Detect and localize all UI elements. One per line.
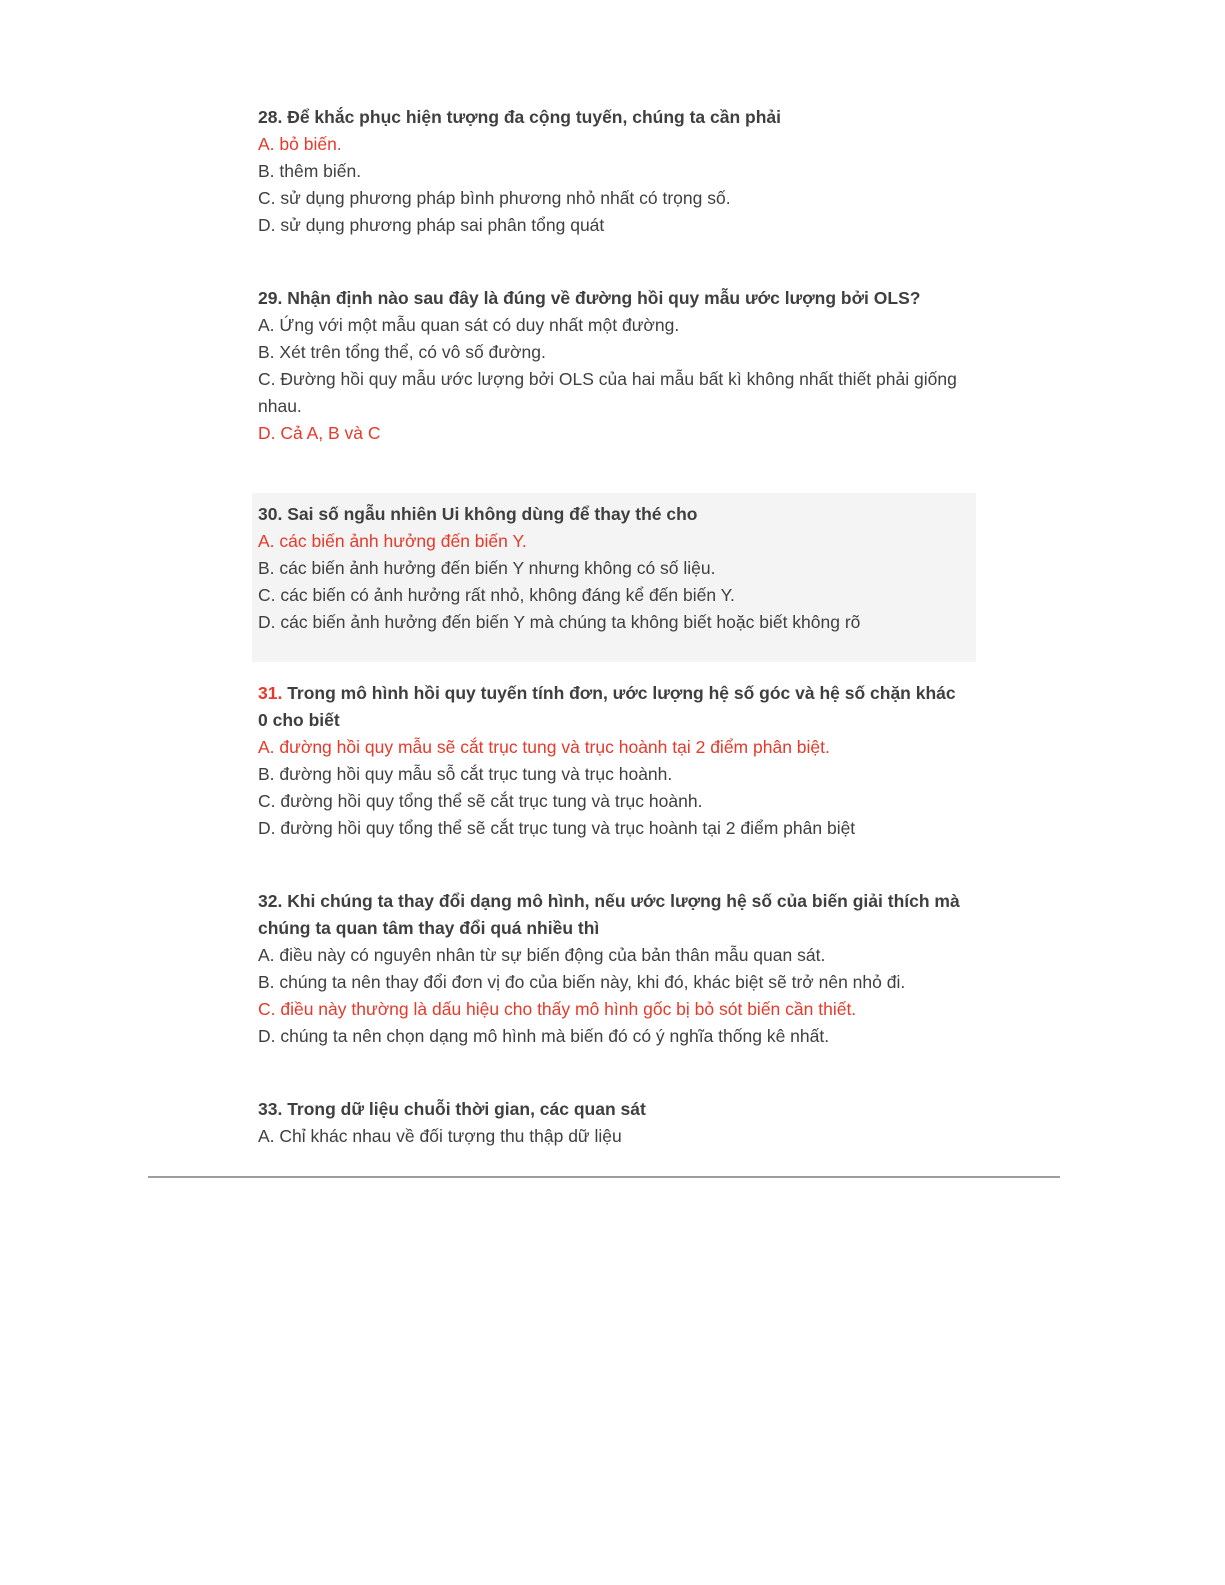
answer-option: D. đường hồi quy tổng thể sẽ cắt trục tung và trục hoành tại 2 điểm phân biệt (258, 818, 856, 838)
question-list (258, 104, 966, 1150)
question-title (258, 104, 966, 131)
question-block (258, 888, 966, 1050)
question-block (258, 680, 966, 842)
answer-option: D. các biến ảnh hưởng đến biến Y mà chúng ta không biết hoặc biết không rõ (258, 612, 861, 632)
answer-option: D. chúng ta nên chọn dạng mô hình mà biến đó có ý nghĩa thống kê nhất. (258, 1026, 830, 1046)
answer-option: C. sử dụng phương pháp bình phương nhỏ nhất có trọng số. (258, 188, 731, 208)
question-title (258, 1096, 966, 1123)
question-number: 33. (258, 1099, 288, 1119)
document-page (258, 104, 966, 1196)
answer-option: A. bỏ biến. (258, 134, 342, 154)
answer-option: C. các biến có ảnh hưởng rất nhỏ, không đáng kể đến biến Y. (258, 585, 735, 605)
answer-option: C. điều này thường là dấu hiệu cho thấy mô hình gốc bị bỏ sót biến cần thiết. (258, 999, 857, 1019)
question-number: 31. (258, 683, 288, 703)
question-title-text: Để khắc phục hiện tượng đa cộng tuyến, chúng ta cần phải (287, 107, 781, 127)
question-title (258, 285, 966, 312)
question-title-text: Khi chúng ta thay đổi dạng mô hình, nếu ước lượng hệ số của biến giải thích mà chúng ta quan tâm thay đổi quá nhiều thì (258, 891, 960, 938)
question-block (258, 1096, 966, 1150)
answer-option: D. sử dụng phương pháp sai phân tổng quát (258, 215, 605, 235)
answer-option: C. đường hồi quy tổng thể sẽ cắt trục tung và trục hoành. (258, 791, 703, 811)
question-title-text: Nhận định nào sau đây là đúng về đường hồi quy mẫu ước lượng bởi OLS? (287, 288, 921, 308)
answer-option: C. Đường hồi quy mẫu ước lượng bởi OLS của hai mẫu bất kì không nhất thiết phải giống nhau. (258, 369, 957, 416)
question-number: 30. (258, 504, 288, 524)
answer-option: A. Ứng với một mẫu quan sát có duy nhất một đường. (258, 315, 680, 335)
answer-option: D. Cả A, B và C (258, 423, 381, 443)
question-number: 28. (258, 107, 288, 127)
question-title-text: Trong mô hình hồi quy tuyến tính đơn, ước lượng hệ số góc và hệ số chặn khác 0 cho biết (258, 683, 956, 730)
answer-option: B. các biến ảnh hưởng đến biến Y nhưng không có số liệu. (258, 558, 716, 578)
question-number: 29. (258, 288, 288, 308)
question-title (258, 888, 966, 942)
question-block (258, 285, 966, 447)
answer-option: A. đường hồi quy mẫu sẽ cắt trục tung và trục hoành tại 2 điểm phân biệt. (258, 737, 830, 757)
question-block (258, 104, 966, 239)
answer-option: A. Chỉ khác nhau về đối tượng thu thập dữ liệu (258, 1126, 622, 1146)
question-block (252, 493, 976, 662)
question-number: 32. (258, 891, 288, 911)
answer-option: A. điều này có nguyên nhân từ sự biến động của bản thân mẫu quan sát. (258, 945, 826, 965)
answer-option: B. thêm biến. (258, 161, 362, 181)
question-title-text: Trong dữ liệu chuỗi thời gian, các quan sát (287, 1099, 646, 1119)
horizontal-divider (148, 1176, 1060, 1178)
question-title (258, 680, 966, 734)
question-title (258, 501, 966, 528)
question-title-text: Sai số ngẫu nhiên Ui không dùng để thay thé cho (287, 504, 698, 524)
answer-option: B. đường hồi quy mẫu sỗ cắt trục tung và trục hoành. (258, 764, 673, 784)
answer-option: B. chúng ta nên thay đổi đơn vị đo của biến này, khi đó, khác biệt sẽ trở nên nhỏ đi. (258, 972, 906, 992)
answer-option: A. các biến ảnh hưởng đến biến Y. (258, 531, 527, 551)
answer-option: B. Xét trên tổng thể, có vô số đường. (258, 342, 546, 362)
